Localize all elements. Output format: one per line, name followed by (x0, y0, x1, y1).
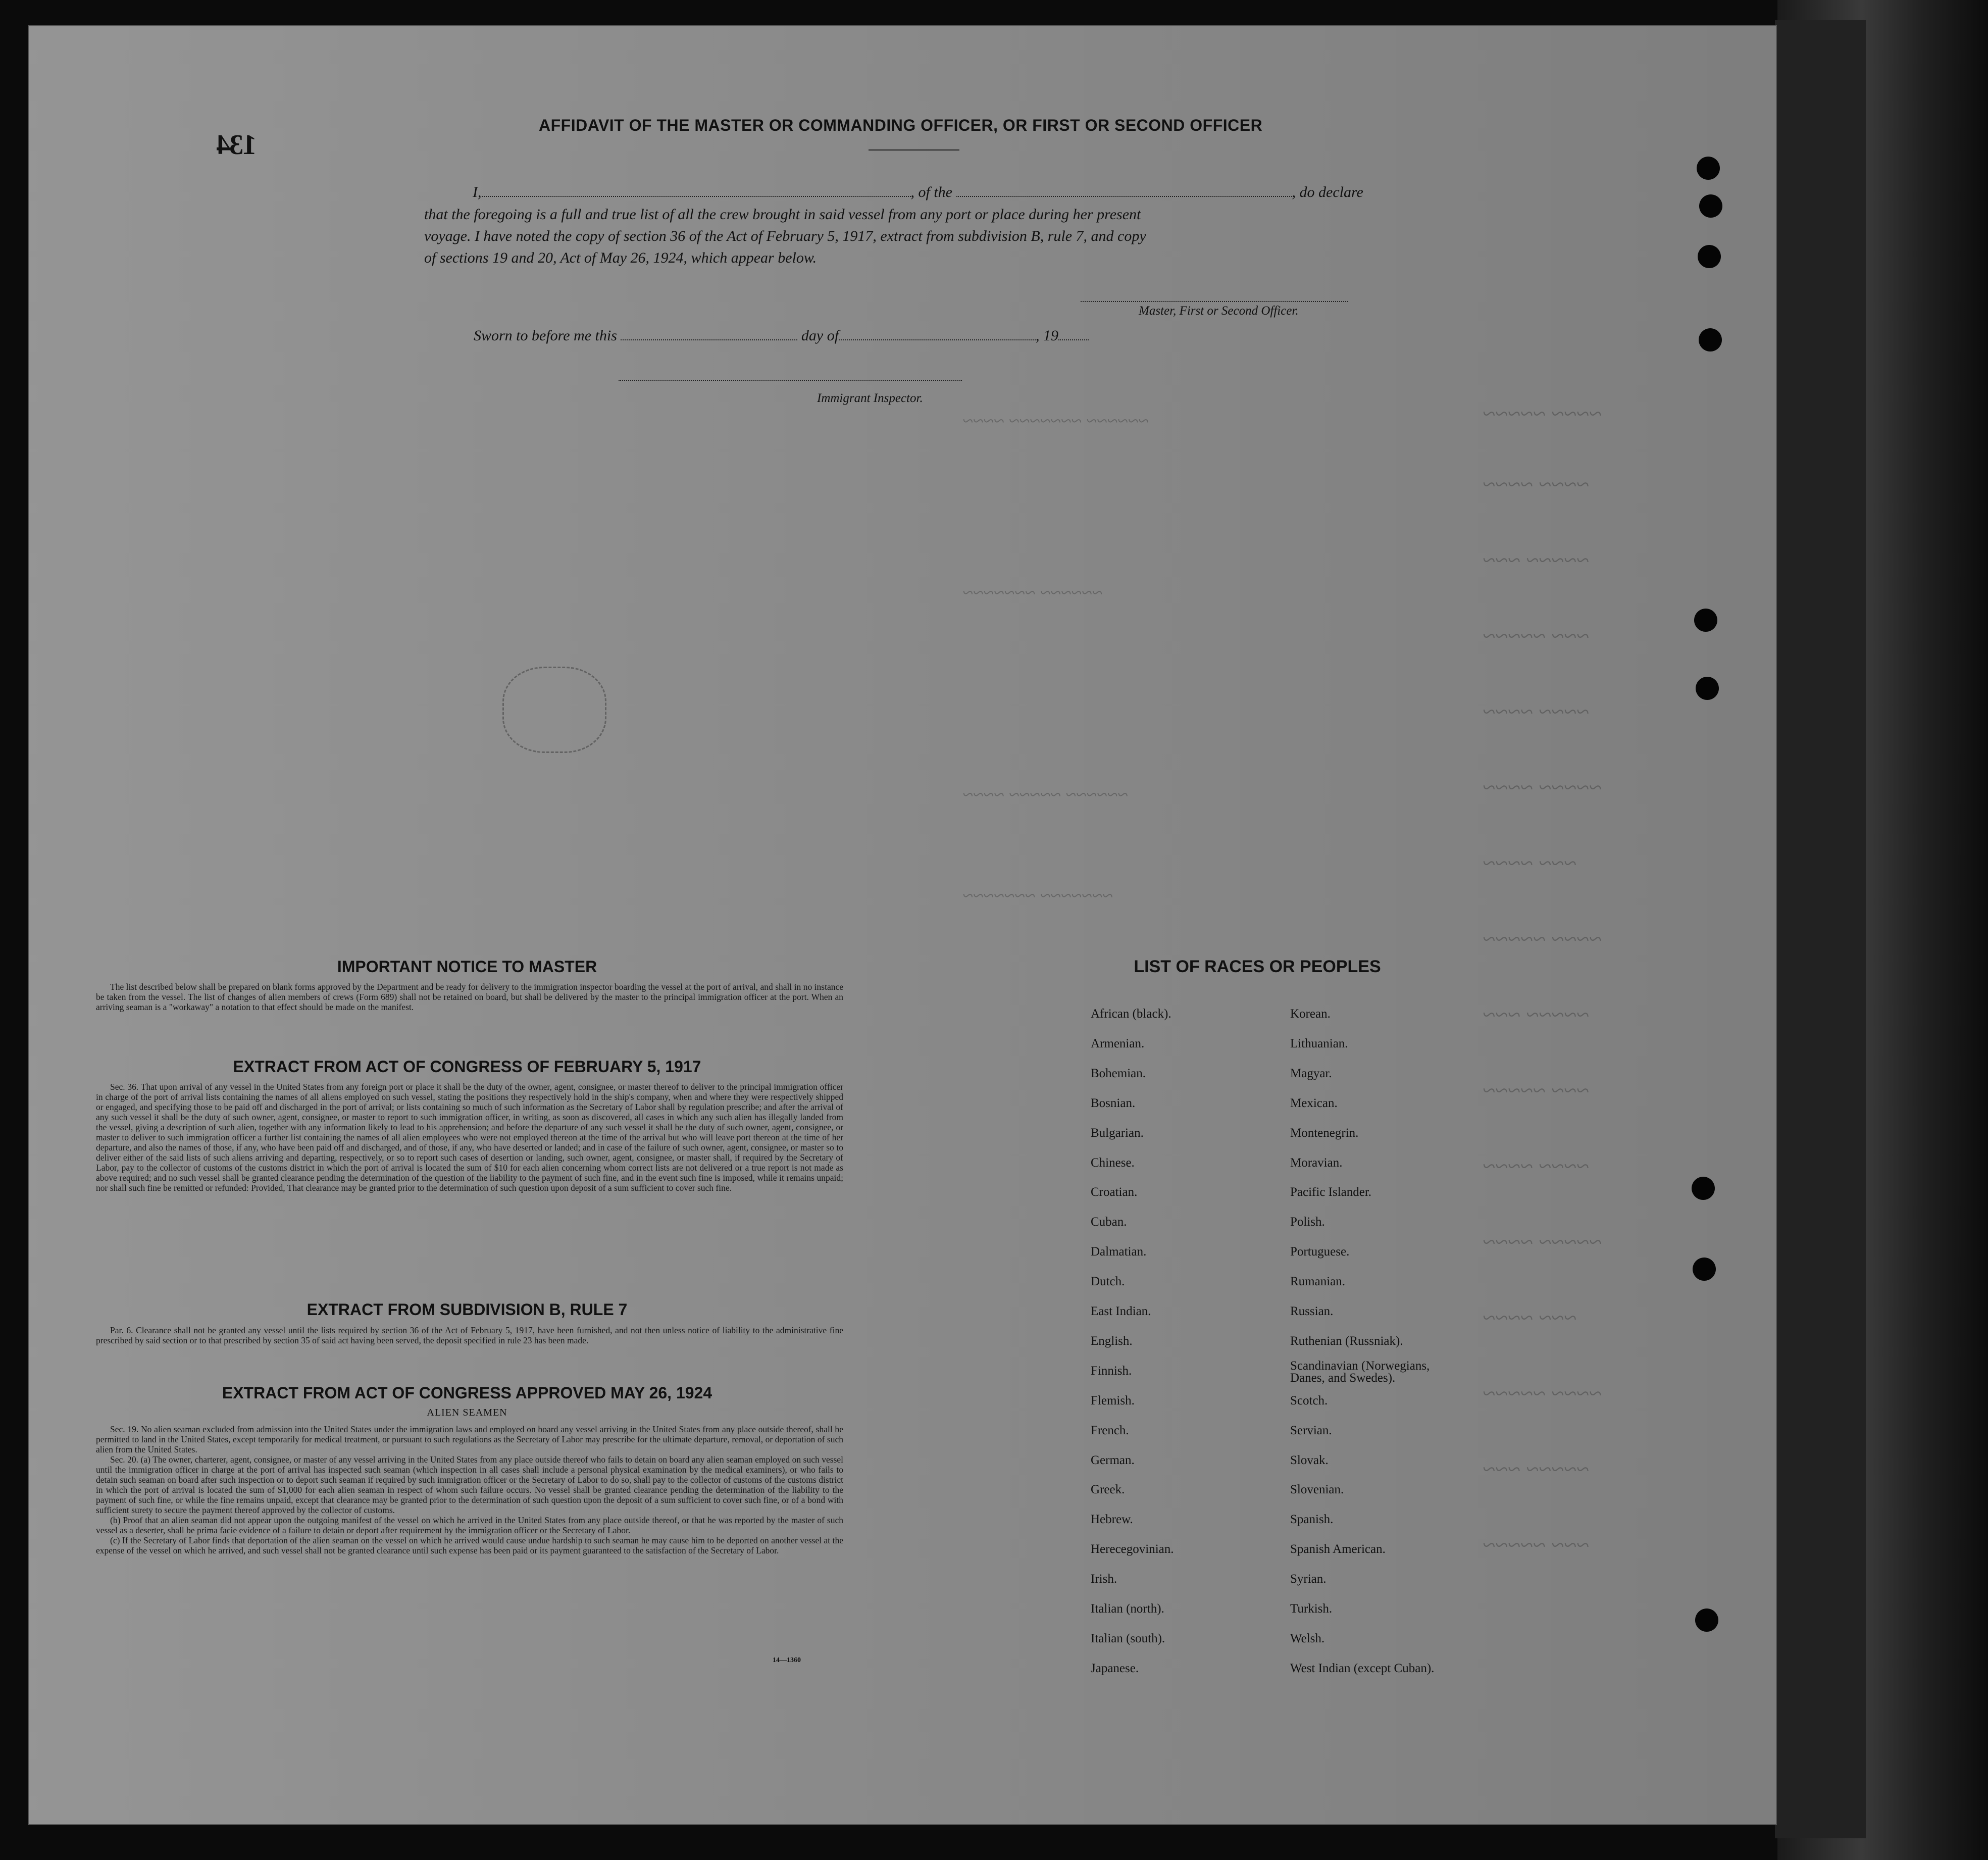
race-item: Montenegrin. (1290, 1126, 1359, 1140)
alien-seamen-subtitle: ALIEN SEAMEN (427, 1407, 507, 1418)
section-20b-paragraph: (b) Proof that an alien seaman did not appear upon the outgoing manifest of the vessel on which he arrived in the United States from any place outside thereof, or that he was reported by the master of such vessel as a deserter, shall be prima facie evidence of a failure to detain or deport after requirement by the immigration officer or the Secretary of Labor. (96, 1515, 843, 1535)
bleed-through-writing: ~~~~~ ~~~ (1483, 1456, 1590, 1482)
sworn-day-blank[interactable] (621, 328, 797, 340)
race-item: Bulgarian. (1091, 1126, 1144, 1140)
section-36-paragraph: Sec. 36. That upon arrival of any vessel in the United States from any foreign port or place it shall be the duty of the owner, agent, consignee, or master thereof to deliver to the principal immigration officer in charge of the port of arrival lists containing the names of all aliens employed on such vessel, stating the positions they respectively hold in the ship's company, when and where they were respectively shipped or engaged, and specifying those to be paid off and discharged in the port of arrival; or lists containing so much of such information as the Secretary of Labor shall by regulation prescribe; and after the arrival of any such vessel it shall be the duty of such owner, agent, consignee, or master to report to such immigration officer, in writing, as soon as discovered, all cases in which any such alien has illegally landed from the vessel, giving a description of such alien, together with any information likely to lead to his apprehension; and before the departure of any such vessel it shall be the duty of such owner, agent, consignee, or master to deliver to such immigration officer a further list containing the names of all alien employees who were not employed thereon at the time of the arrival but who will leave port thereon at the time of her departure, and also the names of those, if any, who have been paid off and discharged, and of those, if any, who have deserted or landed; and in case of the failure of such owner, agent, consignee, or master so to deliver either of the said lists of such aliens arriving and departing, respectively, or so to report such cases of desertion or landing, such owner, agent, consignee, or master shall, if required by the Secretary of Labor, pay to the collector of customs of the customs district in which the port of arrival is located the sum of $10 for each alien concerning whom correct lists are not delivered or a true report is not made as above required; and no such vessel shall be granted clearance pending the determination of the question of the liability to the payment of such fine, and in the event such fine is imposed, while it remains unpaid; nor shall such fine be remitted or refunded: Provided, That clearance may be granted prior to the determination of such question upon deposit of a sum sufficient to cover such fine. (96, 1082, 843, 1193)
bleed-through-writing: ~~~ ~~~~~ (1483, 1077, 1590, 1103)
race-item: Slovak. (1290, 1453, 1329, 1467)
race-item: Irish. (1091, 1572, 1117, 1586)
sworn-month-blank[interactable] (839, 328, 1036, 340)
vessel-blank[interactable] (956, 185, 1292, 197)
race-item: Greek. (1091, 1483, 1125, 1496)
notice-text (96, 982, 843, 1012)
race-item: West Indian (except Cuban). (1290, 1662, 1435, 1675)
race-item: African (black). (1091, 1007, 1171, 1021)
punch-hole (1697, 157, 1720, 180)
bleed-through-writing: ~~~~ ~~~~~ (1483, 926, 1602, 951)
races-title: LIST OF RACES OR PEOPLES (1134, 957, 1381, 976)
race-item: Slovenian. (1290, 1483, 1344, 1496)
bleed-through-writing: ~~~ ~~~~~ (1483, 623, 1590, 648)
bleed-through-writing: ~~~~~~~ ~~~~~~~ (963, 885, 1113, 907)
punch-hole (1692, 1177, 1715, 1200)
name-blank[interactable] (482, 185, 911, 197)
race-item: French. (1091, 1424, 1129, 1437)
race-item: Hebrew. (1091, 1513, 1133, 1526)
bleed-through-writing: ~~~~ ~~~~ (1483, 471, 1590, 497)
race-item: Moravian. (1290, 1156, 1343, 1170)
race-item: Bohemian. (1091, 1067, 1146, 1080)
sworn-label: Sworn to before me this (474, 327, 617, 344)
faint-stamp (502, 667, 606, 753)
race-item: Cuban. (1091, 1215, 1127, 1229)
year-blank[interactable] (1058, 328, 1089, 340)
race-item: Italian (north). (1091, 1602, 1164, 1616)
race-item: Finnish. (1091, 1364, 1132, 1378)
race-item: Chinese. (1091, 1156, 1135, 1170)
bleed-through-writing: ~~~~~~ ~~~~~~~ ~~~~ (963, 411, 1149, 432)
par-6-paragraph: Par. 6. Clearance shall not be granted any vessel until the lists required by section 36 of the Act of February 5, 1917, have been furnished, and not then unless notice of liability to the administrative fine prescribed by said section or to that prescribed by section 35 of said act having been served, the deposit specified in rule 23 has been made. (96, 1325, 843, 1345)
race-item: Lithuanian. (1290, 1037, 1348, 1050)
race-item: Polish. (1290, 1215, 1325, 1229)
bleed-through-writing: ~~~~~~ ~~~~~ ~~~~ (963, 784, 1129, 806)
bleed-through-writing: ~~~~~ ~~~~ (1483, 774, 1602, 800)
race-item: Rumanian. (1290, 1275, 1346, 1288)
race-item: Russian. (1290, 1304, 1334, 1318)
affidavit-line-2: that the foregoing is a full and true list of all the crew brought in said vessel from any port or place during her present (424, 206, 1141, 223)
form-number: 14—1360 (773, 1656, 801, 1664)
section-20c-paragraph: (c) If the Secretary of Labor finds that deportation of the alien seaman on the vessel on which he arrived would cause undue hardship to such seaman he may cause him to be deported on another vessel at the expense of the vessel on which he arrived, and such vessel shall not be granted clearance until such expense has been paid or its payment guaranteed to the satisfaction of the Secretary of Labor. (96, 1535, 843, 1555)
inspector-signature-line[interactable] (619, 380, 962, 381)
master-signature-line[interactable] (1081, 301, 1348, 302)
affidavit-line-4: of sections 19 and 20, Act of May 26, 1924, which appear below. (424, 249, 817, 266)
race-item: Syrian. (1290, 1572, 1327, 1586)
punch-hole (1698, 245, 1721, 268)
race-item: Turkish. (1290, 1602, 1333, 1616)
race-item: Scotch. (1290, 1394, 1328, 1407)
extract-1924-title: EXTRACT FROM ACT OF CONGRESS APPROVED MAY 26, 1924 (222, 1384, 712, 1402)
race-item: Italian (south). (1091, 1632, 1165, 1645)
punch-hole (1695, 1608, 1718, 1632)
race-item: Japanese. (1091, 1662, 1139, 1675)
extract-1917-title: EXTRACT FROM ACT OF CONGRESS OF FEBRUARY 5, 1917 (233, 1058, 701, 1076)
notice-paragraph: The list described below shall be prepared on blank forms approved by the Department and be ready for delivery to the immigration inspector boarding the vessel at the port of arrival, and shall in no instance be taken from the vessel. The list of changes of alien members of crews (Form 689) shall not be retained on board, but shall be delivered by the master to the principal immigration officer at the port. When an arriving seaman is a "workaway" a notation to that effect should be made on the manifest. (96, 982, 843, 1012)
extract-rule7-title: EXTRACT FROM SUBDIVISION B, RULE 7 (307, 1300, 628, 1319)
of-the-label: , of the (910, 184, 952, 200)
section-20a-paragraph: Sec. 20. (a) The owner, charterer, agent, consignee, or master of any vessel arriving in the United States from any place outside thereof who fails to detain on board any alien seaman employed on such vessel until the immigration officer in charge at the port of arrival has inspected such seaman (which inspection in all cases shall include a personal physical examination by the medical examiners), or who fails to detain such seaman on board after such inspection or to deport such seaman if required by such immigration officer or the Secretary of Labor to do so, shall pay to the collector of customs of the customs district in which the port of arrival is located the sum of $1,000 for each alien seaman in respect of whom such failure occurs. No vessel shall be granted clearance pending the determination of the liability to the payment of such fine, or while the fine remains unpaid, except that clearance may be granted prior to the determination of such question upon the deposit of a sum sufficient to cover such fine, or of a bond with sufficient surety to secure the payment thereof approved by the collector of customs. (96, 1454, 843, 1515)
notice-title: IMPORTANT NOTICE TO MASTER (337, 958, 597, 976)
bleed-through-writing: ~~~~~~ ~~~~~~~ (963, 582, 1103, 604)
declare-label: , do declare (1292, 184, 1363, 200)
title-rule (869, 149, 959, 150)
punch-hole (1694, 609, 1717, 632)
inspector-signature-label: Immigrant Inspector. (817, 391, 923, 405)
race-item: Spanish. (1290, 1513, 1334, 1526)
affidavit-title: AFFIDAVIT OF THE MASTER OR COMMANDING OFFICER, OR FIRST OR SECOND OFFICER (539, 116, 1263, 134)
extract-1917-text (96, 1082, 843, 1193)
bleed-through-writing: ~~~~~ ~~~ (1483, 1001, 1590, 1027)
race-item: Ruthenian (Russniak). (1290, 1334, 1403, 1348)
race-item: Dalmatian. (1091, 1245, 1147, 1259)
race-item: Armenian. (1091, 1037, 1145, 1050)
bleed-through-writing: ~~~ ~~~~ (1483, 1304, 1577, 1330)
bleed-through-writing: ~~~~ ~~~~ (1483, 1153, 1590, 1179)
race-item: Korean. (1290, 1007, 1331, 1021)
race-item: Spanish American. (1290, 1542, 1386, 1556)
extract-rule7-text (96, 1325, 843, 1345)
race-item: Magyar. (1290, 1067, 1332, 1080)
bleed-through-writing: ~~~~~ ~~~ (1483, 547, 1590, 573)
page-edge-strip (1775, 20, 1866, 1838)
bleed-through-writing: ~~~~~ ~~~~ (1483, 1229, 1602, 1254)
punch-hole (1699, 328, 1722, 351)
bleed-through-writing: ~~~~ ~~~~~ (1483, 400, 1602, 426)
race-item: English. (1091, 1334, 1133, 1348)
race-item: Mexican. (1290, 1096, 1338, 1110)
race-item: Bosnian. (1091, 1096, 1136, 1110)
punch-hole (1693, 1258, 1716, 1281)
master-signature-label: Master, First or Second Officer. (1139, 304, 1299, 318)
race-item: Flemish. (1091, 1394, 1135, 1407)
race-item: Welsh. (1290, 1632, 1325, 1645)
year-label: , 19 (1036, 327, 1059, 344)
race-item: Croatian. (1091, 1185, 1138, 1199)
race-item: Portuguese. (1290, 1245, 1350, 1259)
race-item: Dutch. (1091, 1275, 1125, 1288)
punch-hole (1699, 194, 1722, 218)
race-item: East Indian. (1091, 1304, 1151, 1318)
day-of-label: day of (801, 327, 839, 344)
section-19-paragraph: Sec. 19. No alien seaman excluded from admission into the United States under the immigration laws and employed on board any vessel arriving in the United States from any place outside thereof, shall be permitted to land in the United States, except temporarily for medical treatment, or pursuant to such regulations as the Secretary of Labor may prescribe for the ultimate departure, removal, or deportation of such alien from the United States. (96, 1424, 843, 1454)
bleed-through-writing: ~~~~ ~~~~ (1483, 698, 1590, 724)
extract-1924-text (96, 1424, 843, 1555)
bleed-through-writing: ~~~ ~~~~~ (1483, 1532, 1590, 1557)
race-item: Servian. (1290, 1424, 1332, 1437)
affidavit-line-1 (473, 184, 1363, 201)
affidavit-line-3: voyage. I have noted the copy of section 36 of the Act of February 5, 1917, extract from subdivision B, rule 7, and copy (424, 228, 1146, 244)
sworn-line (474, 327, 1089, 344)
race-item: Scandinavian (Norwegians, Danes, and Swedes). (1290, 1359, 1430, 1385)
race-item: Pacific Islander. (1290, 1185, 1372, 1199)
race-item: Herecegovinian. (1091, 1542, 1174, 1556)
affidavit-i-label: I, (473, 184, 482, 200)
race-item: German. (1091, 1453, 1135, 1467)
handwritten-page-number: 134 (217, 129, 257, 161)
punch-hole (1696, 677, 1719, 700)
bleed-through-writing: ~~~ ~~~~ (1483, 850, 1577, 876)
bleed-through-writing: ~~~~ ~~~~~ (1483, 1380, 1602, 1406)
